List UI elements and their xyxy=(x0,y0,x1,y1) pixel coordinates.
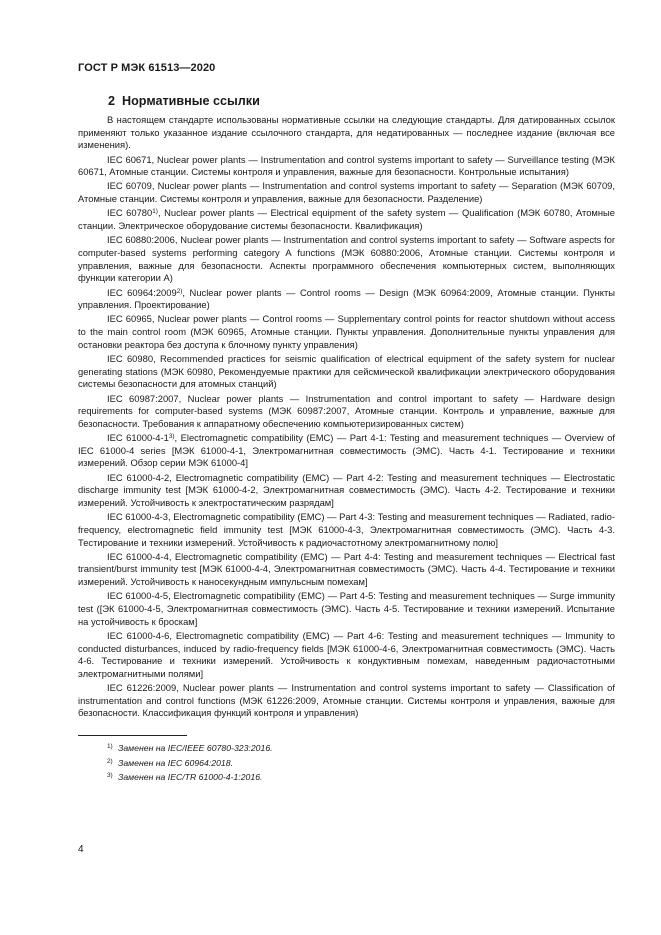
reference-id: IEC 61000-4-2 xyxy=(107,471,170,483)
reference-item xyxy=(78,234,615,285)
reference-id: IEC 61000-4-4 xyxy=(107,550,169,562)
reference-id: IEC 60671 xyxy=(107,153,152,165)
reference-text: , Nuclear power plants — Instrumentation and control systems important to safety — Software aspects for computer-based systems performing category A functions (МЭК 60880:2006, Атомные станции. Системы контроля и управления, важные для безопасности. Аспекты программного обеспечения компьютерных систем, выполняющих функции категории A) xyxy=(78,234,615,284)
reference-id: IEC 60964:2009 xyxy=(107,286,177,298)
footnote-text: Заменен на IEC/TR 61000-4-1:2016. xyxy=(118,772,263,783)
intro-paragraph: В настоящем стандарте использованы нормативные ссылки на следующие стандарты. Для датированных ссылок применяют только указанное издание ссылочного стандарта, для недатированных — последнее издание (включая все изменения). xyxy=(78,114,615,151)
reference-item xyxy=(78,287,615,312)
reference-id: IEC 61000-4-3 xyxy=(107,511,169,523)
footnote-ref-mark: 1) xyxy=(152,208,158,216)
reference-text: , Electromagnetic compatibility (EMC) — Part 4-6: Testing and measurement techniques — Immunity to conducted disturbances, induced by radio-frequency fields [МЭК 61000-4-6, Электромагнитная совместимость (ЭМС). Часть 4-6. Тестирование и техники измерений. Устойчивость к кондуктивным помехам, наведенным радиочастотными электромагнитными полями] xyxy=(78,629,615,679)
reference-item xyxy=(78,313,615,351)
footnote-item: 2) Заменен на IEC 60964:2018. xyxy=(107,757,233,768)
reference-text: , Electromagnetic compatibility (EMC) — Part 4-3: Testing and measurement techniques — Radiated, radio-frequency, electromagnetic field immunity test [МЭК 61000-4-3, Электромагнитная совместимость (ЭМС). Часть 4-3. Тестирование и техники измерений. Устойчивость к радиочастотному электромагнитному полю] xyxy=(78,511,615,548)
reference-item xyxy=(78,180,615,205)
reference-text: , Recommended practices for seismic qualification of electrical equipment of the safety system for nuclear generating stations (МЭК 60980, Рекомендуемые практики для сейсмической квалификации электрического оборудования системы безопасности для атомных станций) xyxy=(78,352,615,390)
footnotes xyxy=(107,741,607,785)
footnote-ref-mark: 3) xyxy=(168,432,175,440)
footnote-text: Заменен на IEC/IEEE 60780-323:2016. xyxy=(118,743,273,753)
reference-text: , Nuclear power plants — Control rooms — Design (МЭК 60964:2009, Атомные станции. Пункты управления. Проектирование) xyxy=(78,286,616,311)
reference-text: , Nuclear power plants — Instrumentation and control systems important to safety — Separation (МЭК 60709, Атомные станции. Системы контроля и управления, важные для безопасности. Разделение) xyxy=(78,180,615,205)
reference-text: , Electromagnetic compatibility (EMC) — Part 4-2: Testing and measurement techniques — Electrostatic discharge immunity test [МЭК 61000-4-2, Электромагнитная совместимость (ЭМС). Часть 4-2. Тестирование и техники измерений. Устойчивость к электростатическим разрядам] xyxy=(78,471,615,508)
reference-id: IEC 60965 xyxy=(107,313,152,325)
reference-item xyxy=(78,393,615,431)
document-code-header: ГОСТ Р МЭК 61513—2020 xyxy=(78,62,216,74)
footnote-text: Заменен на IEC 60964:2018. xyxy=(118,757,233,768)
reference-text: , Electromagnetic compatibility (EMC) — Part 4-5: Testing and measurement techniques — Surge immunity test ([ЭК 61000-4-5, Электромагнитная совместимость (ЭМС). Часть 4-5. Тестирование и техники измерений. Испытание на устойчивость к броскам] xyxy=(78,590,615,627)
footnote-item: 1) Заменен на IEC/IEEE 60780-323:2016. xyxy=(107,743,273,753)
reference-item xyxy=(78,551,615,589)
reference-id: IEC 60987:2007 xyxy=(107,392,179,404)
reference-item xyxy=(78,511,615,549)
reference-id: IEC 60980 xyxy=(107,352,154,364)
reference-text: , Electromagnetic compatibility (EMC) — Part 4-4: Testing and measurement techniques — Electrical fast transient/burst immunity test [МЭК 61000-4-4, Электромагнитная совместимость (ЭМС). Часть 4-4. Тестирование и техники измерений. Устойчивость к наносекундным импульсным помехам] xyxy=(78,550,615,588)
footnote-separator xyxy=(78,735,187,736)
reference-id: IEC 61000-4-5 xyxy=(107,590,169,602)
reference-text: , Electromagnetic compatibility (EMC) — Part 4-1: Testing and measurement techniques — Overview of IEC 61000-4 series [МЭК 61000-4-1, Электромагнитная совместимость (ЭМС). Часть 4-1. Тестирование и техники измерений. Обзор серии МЭК 61000-4] xyxy=(78,432,615,469)
reference-item xyxy=(78,353,615,391)
section-title: Нормативные ссылки xyxy=(122,94,260,108)
reference-id: IEC 61000-4-6 xyxy=(107,629,170,641)
footnote-item: 3) Заменен на IEC/TR 61000-4-1:2016. xyxy=(107,772,263,783)
footnote-ref-mark: 2) xyxy=(176,287,183,295)
reference-text: , Nuclear power plants — Control rooms — Supplementary control points for reactor shutdown without access to the main control room (МЭК 60965, Атомные станции. Пункты управления. Дополнительные пункты управления для остановки реактора без доступа к блочному пункту управления) xyxy=(78,313,615,350)
reference-item xyxy=(78,432,615,470)
reference-id: IEC 60880:2006 xyxy=(107,234,175,246)
section-body xyxy=(78,114,615,720)
reference-item xyxy=(78,472,615,510)
reference-item xyxy=(78,154,615,179)
reference-id: IEC 60780 xyxy=(107,207,153,219)
reference-text: , Nuclear power plants — Instrumentation and control important to safety — Hardware design requirements for computer-based systems (МЭК 60987:2007, Атомные станции. Контроль и управление, важные для безопасности. Требования к аппаратному обеспечению компьютеризированных систем) xyxy=(78,392,615,429)
reference-item xyxy=(78,630,615,681)
reference-id: IEC 61226:2009 xyxy=(107,682,177,694)
reference-item xyxy=(78,590,615,628)
section-number: 2 xyxy=(108,94,116,108)
reference-item xyxy=(78,207,615,232)
reference-text: , Nuclear power plants — Instrumentation and control systems important to safety — Surveillance testing (МЭК 60671, Атомные станции. Системы контроля и управления, важные для безопасности. Контрольные испытания) xyxy=(78,153,615,178)
reference-item xyxy=(78,682,615,720)
references-list xyxy=(78,154,615,721)
reference-text: , Nuclear power plants — Instrumentation and control systems important to safety — Classification of instrumentation and control functions (МЭК 61226:2009, Атомные станции. Системы контроля и управления, важные для безопасности. Классификация функций контроля и управления) xyxy=(78,682,615,719)
page-number: 4 xyxy=(78,844,84,855)
reference-id: IEC 60709 xyxy=(107,180,152,192)
reference-text: , Nuclear power plants — Electrical equipment of the safety system — Qualification (МЭК 60780, Атомные станции. Электрическое оборудование системы безопасности. Квалификация) xyxy=(78,207,615,232)
reference-id: IEC 61000-4-1 xyxy=(107,432,169,444)
section-heading xyxy=(108,94,260,108)
